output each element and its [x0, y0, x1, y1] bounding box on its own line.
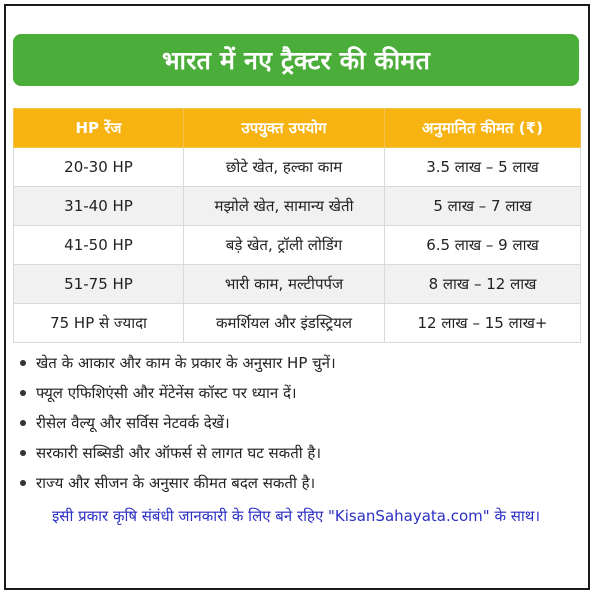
- cell-price: 6.5 लाख – 9 लाख: [385, 226, 581, 265]
- cell-hp-range: 31-40 HP: [14, 187, 184, 226]
- tractor-price-table: [13, 108, 581, 343]
- cell-price: 5 लाख – 7 लाख: [385, 187, 581, 226]
- list-item: [20, 408, 580, 438]
- table-row: [14, 148, 581, 187]
- page-title: भारत में नए ट्रैक्टर की कीमत: [161, 46, 431, 75]
- tip-text: रीसेल वैल्यू और सर्विस नेटवर्क देखें।: [36, 414, 230, 432]
- cell-price: 12 लाख – 15 लाख+: [385, 304, 581, 343]
- list-item: [20, 438, 580, 468]
- cell-usage: बड़े खेत, ट्रॉली लोडिंग: [184, 226, 385, 265]
- cell-price: 8 लाख – 12 लाख: [385, 265, 581, 304]
- header-usage: उपयुक्त उपयोग: [184, 109, 385, 148]
- list-item: [20, 378, 580, 408]
- table-row: [14, 226, 581, 265]
- cell-hp-range: 51-75 HP: [14, 265, 184, 304]
- bullet-icon: [20, 390, 26, 396]
- cell-hp-range: 41-50 HP: [14, 226, 184, 265]
- header-hp-range: HP रेंज: [14, 109, 184, 148]
- tip-text: फ्यूल एफिशिएंसी और मेंटेनेंस कॉस्ट पर ध्यान दें।: [36, 384, 297, 402]
- tips-list: [20, 348, 580, 498]
- footer-note: इसी प्रकार कृषि संबंधी जानकारी के लिए बने रहिए "KisanSahayata.com" के साथ।: [51, 507, 541, 525]
- bullet-icon: [20, 420, 26, 426]
- table-row: [14, 187, 581, 226]
- bullet-icon: [20, 360, 26, 366]
- cell-usage: कमर्शियल और इंडस्ट्रियल: [184, 304, 385, 343]
- title-banner: [13, 34, 579, 86]
- list-item: [20, 348, 580, 378]
- cell-usage: मझोले खेत, सामान्य खेती: [184, 187, 385, 226]
- table-header-row: [14, 109, 581, 148]
- tip-text: राज्य और सीजन के अनुसार कीमत बदल सकती है।: [36, 474, 316, 492]
- bullet-icon: [20, 480, 26, 486]
- header-price: अनुमानित कीमत (₹): [385, 109, 581, 148]
- table-row: [14, 304, 581, 343]
- bullet-icon: [20, 450, 26, 456]
- cell-hp-range: 75 HP से ज्यादा: [14, 304, 184, 343]
- list-item: [20, 468, 580, 498]
- table-row: [14, 265, 581, 304]
- cell-usage: छोटे खेत, हल्का काम: [184, 148, 385, 187]
- tip-text: सरकारी सब्सिडी और ऑफर्स से लागत घट सकती है।: [36, 444, 322, 462]
- cell-usage: भारी काम, मल्टीपर्पज: [184, 265, 385, 304]
- cell-price: 3.5 लाख – 5 लाख: [385, 148, 581, 187]
- tip-text: खेत के आकार और काम के प्रकार के अनुसार HP चुनें।: [36, 354, 336, 372]
- cell-hp-range: 20-30 HP: [14, 148, 184, 187]
